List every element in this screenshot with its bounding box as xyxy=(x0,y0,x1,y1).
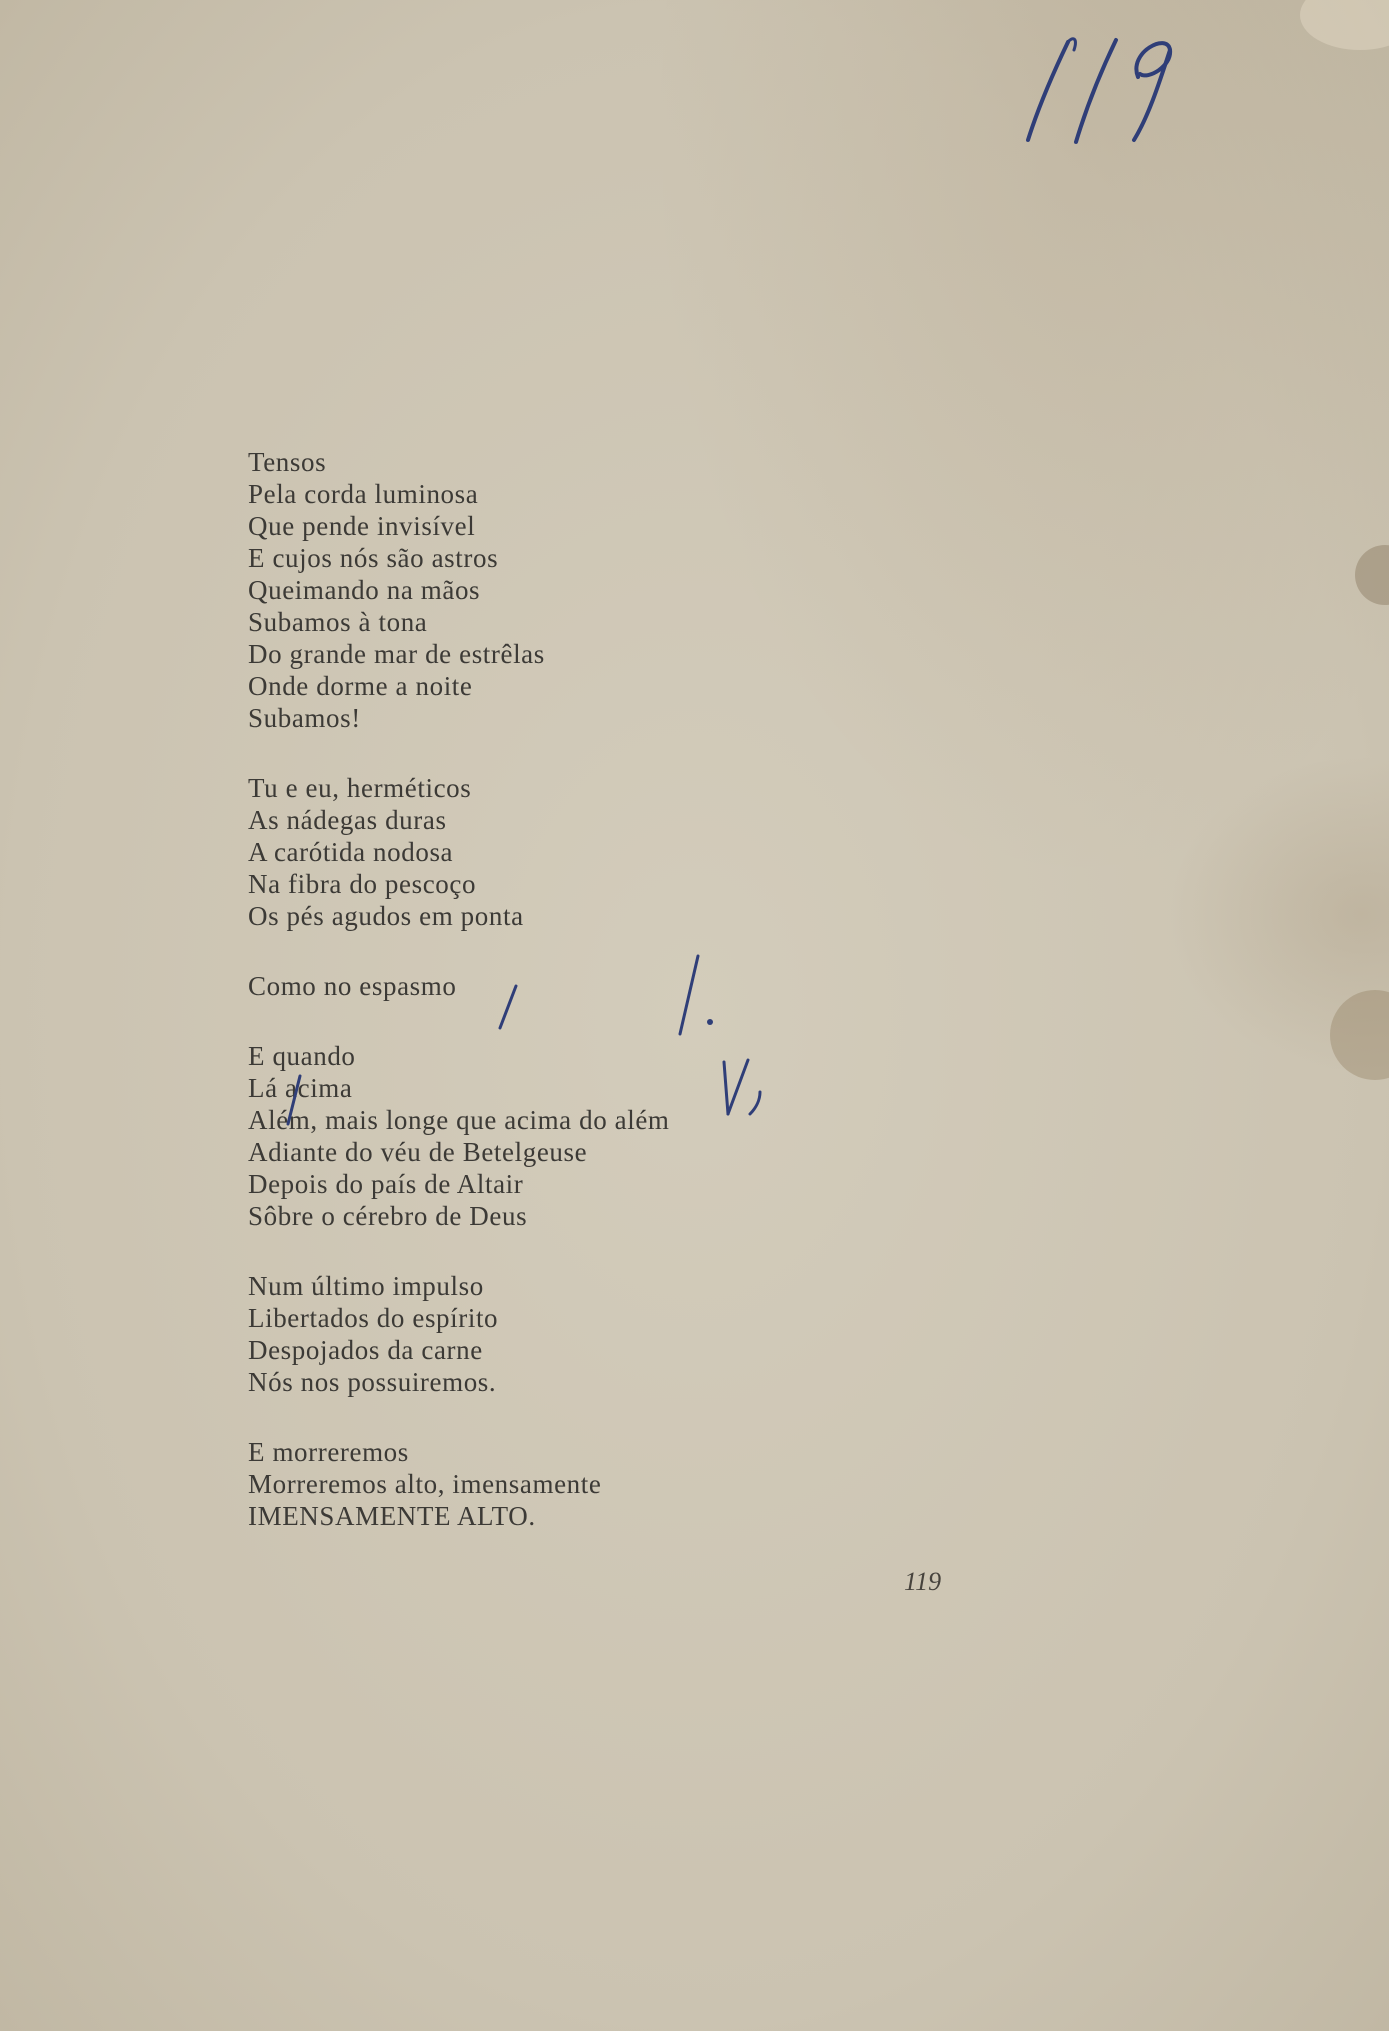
poem-line: Subamos! xyxy=(248,703,361,733)
poem-line: IMENSAMENTE ALTO. xyxy=(248,1501,536,1531)
poem-line: Onde dorme a noite xyxy=(248,671,473,701)
stanza xyxy=(248,1270,670,1398)
stanza xyxy=(248,1436,670,1532)
poem-line: E quando xyxy=(248,1041,356,1071)
poem-line: Na fibra do pescoço xyxy=(248,869,477,899)
poem-line: Num último impulso xyxy=(248,1271,484,1301)
page-number: 119 xyxy=(904,1567,942,1596)
proofreading-slash-dot-mark xyxy=(668,952,718,1042)
poem-line: Sôbre o cérebro de Deus xyxy=(248,1201,528,1231)
poem-line: Pela corda luminosa xyxy=(248,479,479,509)
paper-stain xyxy=(1330,990,1389,1080)
poem-line: Adiante do véu de Betelgeuse xyxy=(248,1137,588,1167)
stanza xyxy=(248,970,670,1002)
poem-line: Do grande mar de estrêlas xyxy=(248,639,545,669)
proofreading-slash-comma-mark xyxy=(714,1056,770,1122)
poem-line: Subamos à tona xyxy=(248,607,428,637)
stanza xyxy=(248,1040,670,1232)
poem-line: Morreremos alto, imensamente xyxy=(248,1469,602,1499)
poem-line: Como no espasmo xyxy=(248,971,457,1001)
poem-line: E morreremos xyxy=(248,1437,409,1467)
poem-line: Depois do país de Altair xyxy=(248,1169,524,1199)
poem-line: Tensos xyxy=(248,447,327,477)
poem-line: Os pés agudos em ponta xyxy=(248,901,524,931)
poem-line: Queimando na mãos xyxy=(248,575,481,605)
poem-line: Além, mais longe que acima do além xyxy=(248,1105,670,1135)
proofreading-insert-mark xyxy=(282,1072,306,1128)
paper-stain xyxy=(1355,545,1389,605)
poem-line: Despojados da carne xyxy=(248,1335,483,1365)
poem-line: Libertados do espírito xyxy=(248,1303,499,1333)
poem-line: E cujos nós são astros xyxy=(248,543,499,573)
poem-line: A carótida nodosa xyxy=(248,837,454,867)
handwritten-page-number xyxy=(1018,22,1198,162)
poem-line: As nádegas duras xyxy=(248,805,447,835)
stanza xyxy=(248,446,670,734)
paper-stain xyxy=(1300,0,1389,50)
stanza xyxy=(248,772,670,932)
poem xyxy=(248,446,670,1532)
poem-line: Tu e eu, herméticos xyxy=(248,773,472,803)
poem-line: Que pende invisível xyxy=(248,511,476,541)
poem-line: Nós nos possuiremos. xyxy=(248,1367,497,1397)
poem-line: Lá acima xyxy=(248,1073,353,1103)
proofreading-slash-mark xyxy=(492,982,522,1032)
